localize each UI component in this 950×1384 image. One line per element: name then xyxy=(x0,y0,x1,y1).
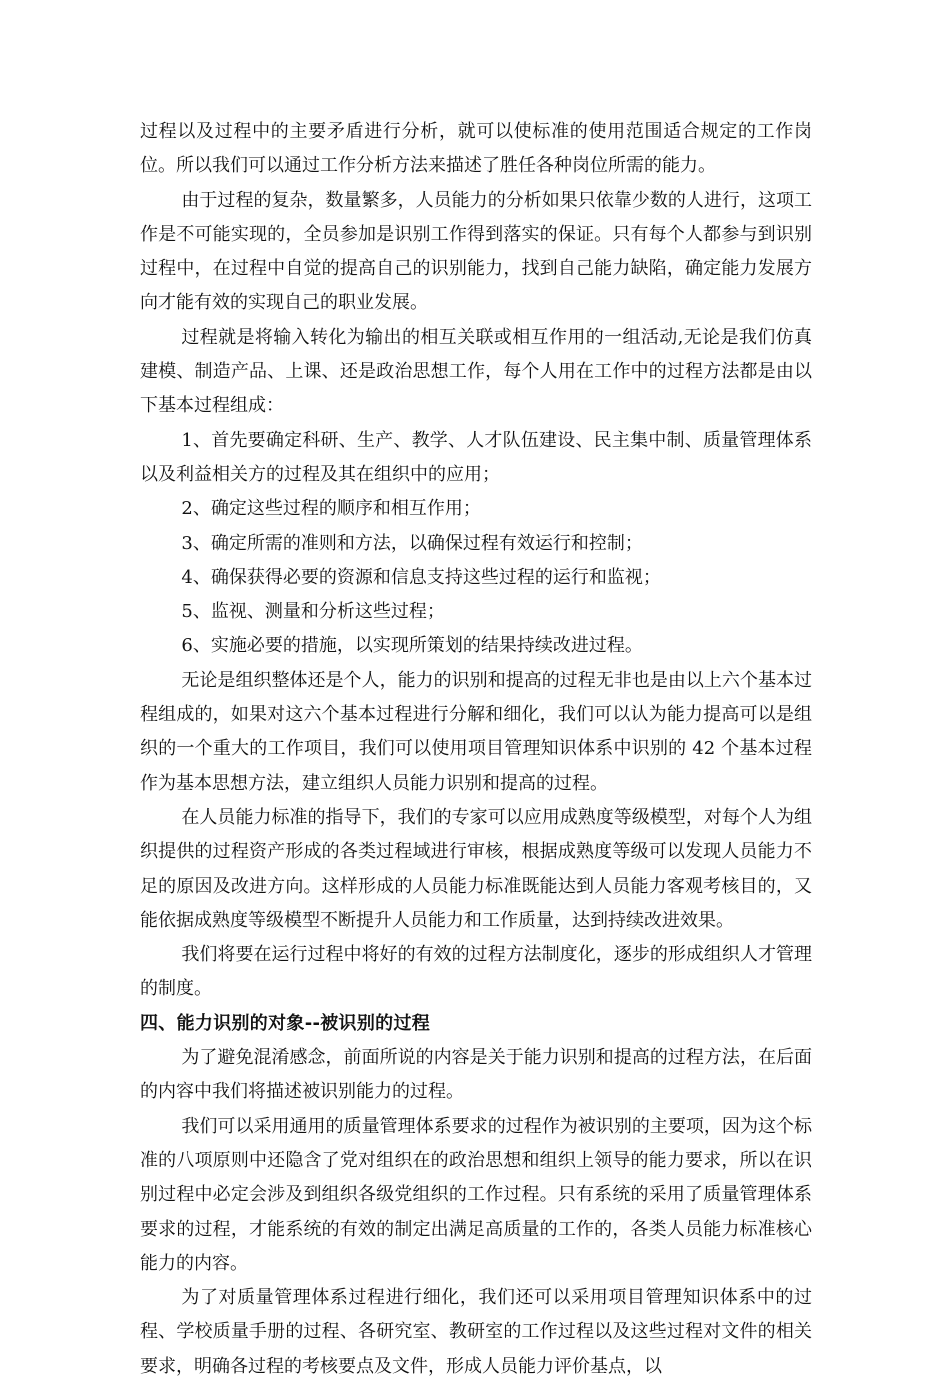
paragraph: 在人员能力标准的指导下，我们的专家可以应用成熟度等级模型，对每个人为组织提供的过程资产形成的各类过程域进行审核，根据成熟度等级可以发现人员能力不足的原因及改进方向。这样形成的人员能力标准既能达到人员能力客观考核目的，又能依据成熟度等级模型不断提升人员能力和工作质量，达到持续改进效果。 xyxy=(140,806,812,931)
paragraph: 过程以及过程中的主要矛盾进行分析，就可以使标准的使用范围适合规定的工作岗位。所以我们可以通过工作分析方法来描述了胜任各种岗位所需的能力。 xyxy=(140,121,812,177)
paragraph: 由于过程的复杂，数量繁多，人员能力的分析如果只依靠少数的人进行，这项工作是不可能实现的，全员参加是识别工作得到落实的保证。只有每个人都参与到识别过程中，在过程中自觉的提高自己的识别能力，找到自己能力缺陷，确定能力发展方向才能有效的实现自己的职业发展。 xyxy=(140,189,812,314)
paragraph: 为了避免混淆感念，前面所说的内容是关于能力识别和提高的过程方法，在后面的内容中我们将描述被识别能力的过程。 xyxy=(140,1047,812,1103)
document-body xyxy=(140,115,812,1384)
section-heading: 四、能力识别的对象--被识别的过程 xyxy=(140,1012,431,1034)
paragraph: 过程就是将输入转化为输出的相互关联或相互作用的一组活动,无论是我们仿真建模、制造产品、上课、还是政治思想工作，每个人用在工作中的过程方法都是由以下基本过程组成： xyxy=(140,326,812,417)
list-item: 5、监视、测量和分析这些过程； xyxy=(181,601,445,623)
paragraph: 我们将要在运行过程中将好的有效的过程方法制度化，逐步的形成组织人才管理的制度。 xyxy=(140,944,812,1000)
paragraph: 我们可以采用通用的质量管理体系要求的过程作为被识别的主要项，因为这个标准的八项原则中还隐含了党对组织在的政治思想和组织上领导的能力要求，所以在识别过程中必定会涉及到组织各级党组织的工作过程。只有系统的采用了质量管理体系要求的过程，才能系统的有效的制定出满足高质量的工作的，各类人员能力标准核心能力的内容。 xyxy=(140,1115,812,1274)
list-item: 2、确定这些过程的顺序和相互作用； xyxy=(181,498,481,520)
list-item: 1、首先要确定科研、生产、教学、人才队伍建设、民主集中制、质量管理体系以及利益相关方的过程及其在组织中的应用； xyxy=(140,429,812,485)
list-item: 6、实施必要的措施，以实现所策划的结果持续改进过程。 xyxy=(181,635,643,657)
paragraph: 为了对质量管理体系过程进行细化，我们还可以采用项目管理知识体系中的过程、学校质量手册的过程、各研究室、教研室的工作过程以及这些过程对文件的相关要求，明确各过程的考核要点及文件，形成人员能力评价基点，以 xyxy=(140,1287,812,1377)
paragraph: 无论是组织整体还是个人，能力的识别和提高的过程无非也是由以上六个基本过程组成的，如果对这六个基本过程进行分解和细化，我们可以认为能力提高可以是组织的一个重大的工作项目，我们可以使用项目管理知识体系中识别的 42 个基本过程作为基本思想方法，建立组织人员能力识别和提高的过程。 xyxy=(140,669,812,794)
list-item: 4、确保获得必要的资源和信息支持这些过程的运行和监视； xyxy=(181,566,661,588)
list-item: 3、确定所需的准则和方法，以确保过程有效运行和控制； xyxy=(181,532,643,554)
